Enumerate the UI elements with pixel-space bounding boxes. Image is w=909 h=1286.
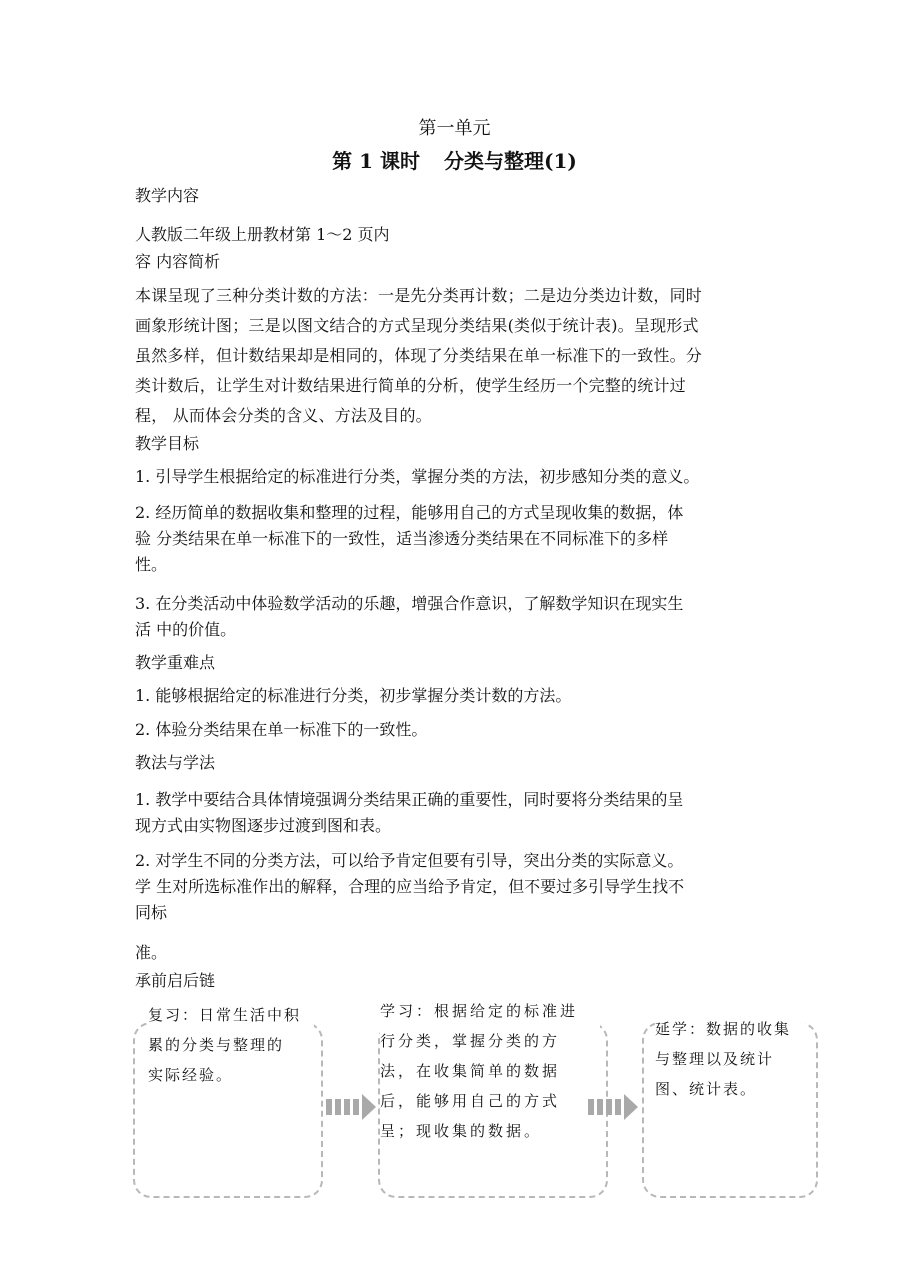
learn-line: 行分类，掌握分类的方 bbox=[380, 1032, 561, 1050]
review-line: 累的分类与整理的 bbox=[148, 1036, 285, 1054]
objective-item-2 bbox=[135, 500, 775, 578]
objective-item-3 bbox=[135, 591, 775, 643]
analysis-line: 虽然多样，但计数结果却是相同的，体现了分类结果在单一标准下的一致性。分 bbox=[135, 346, 703, 365]
extend-line: 与整理以及统计 bbox=[655, 1050, 775, 1068]
method-2-line: 2. 对学生不同的分类方法，可以给予肯定但要有引导，突出分类的实际意义。 bbox=[135, 851, 684, 870]
chain-heading: 承前启后链 bbox=[135, 971, 216, 990]
analysis-line: 画象形统计图；三是以图文结合的方式呈现分类结果(类似于统计表)。呈现形式 bbox=[135, 316, 699, 335]
learn-line: 学习：根据给定的标准进 bbox=[380, 1002, 579, 1020]
objective-2-line: 验 分类结果在单一标准下的一致性，适当渗透分类结果在不同标准下的多样 bbox=[135, 529, 669, 548]
learn-box-text bbox=[380, 996, 600, 1146]
content-heading: 教学内容 bbox=[135, 186, 200, 205]
objective-2-line: 2. 经历简单的数据收集和整理的过程，能够用自己的方式呈现收集的数据，体 bbox=[135, 503, 684, 522]
methods-heading: 教法与学法 bbox=[135, 753, 216, 772]
key-point-item-1: 1. 能够根据给定的标准进行分类，初步掌握分类计数的方法。 bbox=[135, 686, 572, 705]
unit-title: 第一单元 bbox=[418, 118, 491, 139]
method-1-line: 1. 教学中要结合具体情境强调分类结果正确的重要性，同时要将分类结果的呈 bbox=[135, 790, 684, 809]
method-item-2 bbox=[135, 848, 775, 966]
extend-line: 图、统计表。 bbox=[655, 1080, 758, 1098]
objective-2-line: 性。 bbox=[135, 555, 168, 574]
arrow-right-icon bbox=[326, 1092, 378, 1122]
objective-3-line: 3. 在分类活动中体验数学活动的乐趣，增强合作意识，了解数学知识在现实生 bbox=[135, 594, 684, 613]
review-line: 实际经验。 bbox=[148, 1066, 234, 1084]
learn-line: 后，能够用自己的方式 bbox=[380, 1092, 561, 1110]
key-point-item-2: 2. 体验分类结果在单一标准下的一致性。 bbox=[135, 720, 428, 739]
extend-line: 延学：数据的收集 bbox=[655, 1020, 792, 1038]
objectives-heading: 教学目标 bbox=[135, 434, 200, 453]
objective-3-line: 活 中的价值。 bbox=[135, 620, 237, 639]
learn-line: 法，在收集简单的数据 bbox=[380, 1062, 561, 1080]
method-item-1 bbox=[135, 787, 775, 839]
method-2-line: 准。 bbox=[135, 943, 168, 962]
content-line-1: 人教版二年级上册教材第 1～2 页内 bbox=[135, 225, 390, 244]
extend-box-text bbox=[655, 1014, 805, 1104]
method-1-line: 现方式由实物图逐步过渡到图和表。 bbox=[135, 816, 392, 835]
review-box-text bbox=[148, 1000, 314, 1090]
arrow-right-icon bbox=[588, 1092, 640, 1122]
analysis-paragraph bbox=[135, 281, 775, 431]
method-2-line: 同标 bbox=[135, 903, 168, 922]
key-points-heading: 教学重难点 bbox=[135, 653, 216, 672]
analysis-line: 类计数后，让学生对计数结果进行简单的分析，使学生经历一个完整的统计过 bbox=[135, 376, 686, 395]
lesson-topic: 分类与整理(1) bbox=[444, 149, 577, 173]
content-line-2: 容 内容简析 bbox=[135, 252, 221, 271]
review-line: 复习：日常生活中积 bbox=[148, 1006, 302, 1024]
analysis-line: 本课呈现了三种分类计数的方法：一是先分类再计数；二是边分类边计数，同时 bbox=[135, 286, 703, 305]
analysis-line: 程， 从而体会分类的含义、方法及目的。 bbox=[135, 406, 432, 425]
learn-line: 呈；现收集的数据。 bbox=[380, 1122, 543, 1140]
objective-item-1: 1. 引导学生根据给定的标准进行分类，掌握分类的方法，初步感知分类的意义。 bbox=[135, 467, 700, 486]
method-2-line: 学 生对所选标准作出的解释，合理的应当给予肯定，但不要过多引导学生找不 bbox=[135, 877, 685, 896]
lesson-number: 第 1 课时 bbox=[332, 149, 420, 173]
link-chain-diagram bbox=[130, 1000, 820, 1210]
lesson-title bbox=[0, 146, 909, 176]
